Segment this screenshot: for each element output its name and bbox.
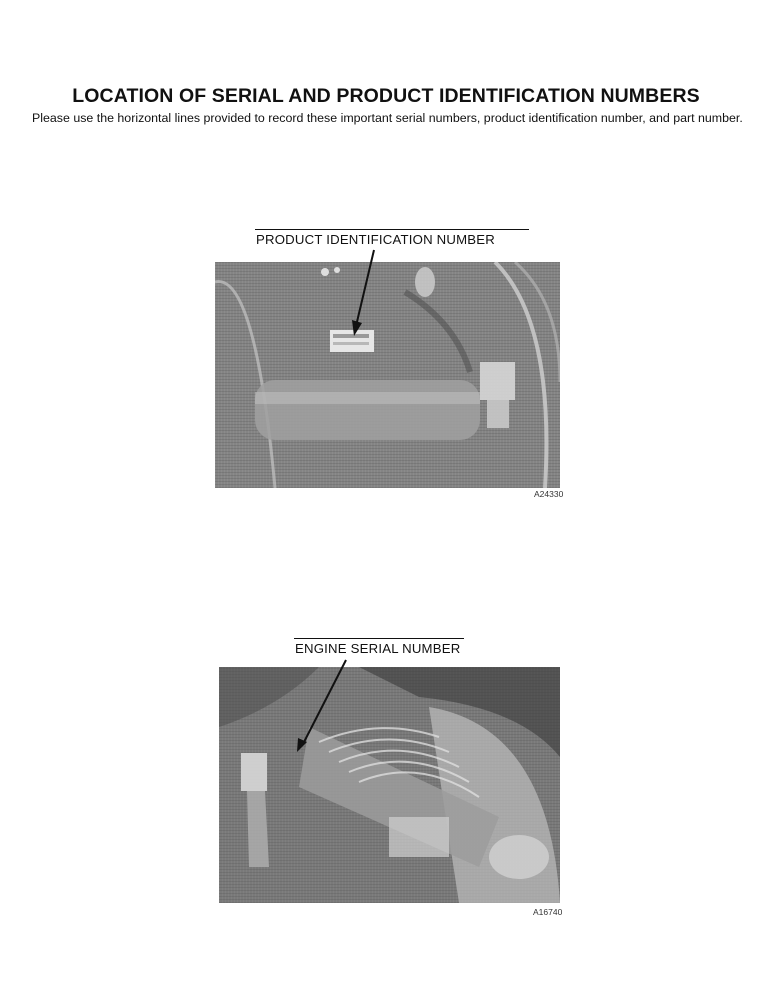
engine-serial-label: ENGINE SERIAL NUMBER <box>295 641 461 656</box>
page-title: LOCATION OF SERIAL AND PRODUCT IDENTIFICATION NUMBERS <box>72 85 700 107</box>
engine-serial-figure-id: A16740 <box>533 907 563 917</box>
engine-serial-photo <box>219 667 560 903</box>
product-id-photo <box>215 262 560 488</box>
engine-serial-photo-illustration <box>219 667 560 903</box>
engine-serial-record-line[interactable] <box>294 638 464 639</box>
intro-text: Please use the horizontal lines provided to record these important serial numbers, product identification number, and part number. <box>32 111 743 125</box>
product-id-label: PRODUCT IDENTIFICATION NUMBER <box>256 232 496 247</box>
product-id-photo-illustration <box>215 262 560 488</box>
product-id-record-line[interactable] <box>255 229 529 230</box>
product-id-figure-id: A24330 <box>534 489 564 499</box>
